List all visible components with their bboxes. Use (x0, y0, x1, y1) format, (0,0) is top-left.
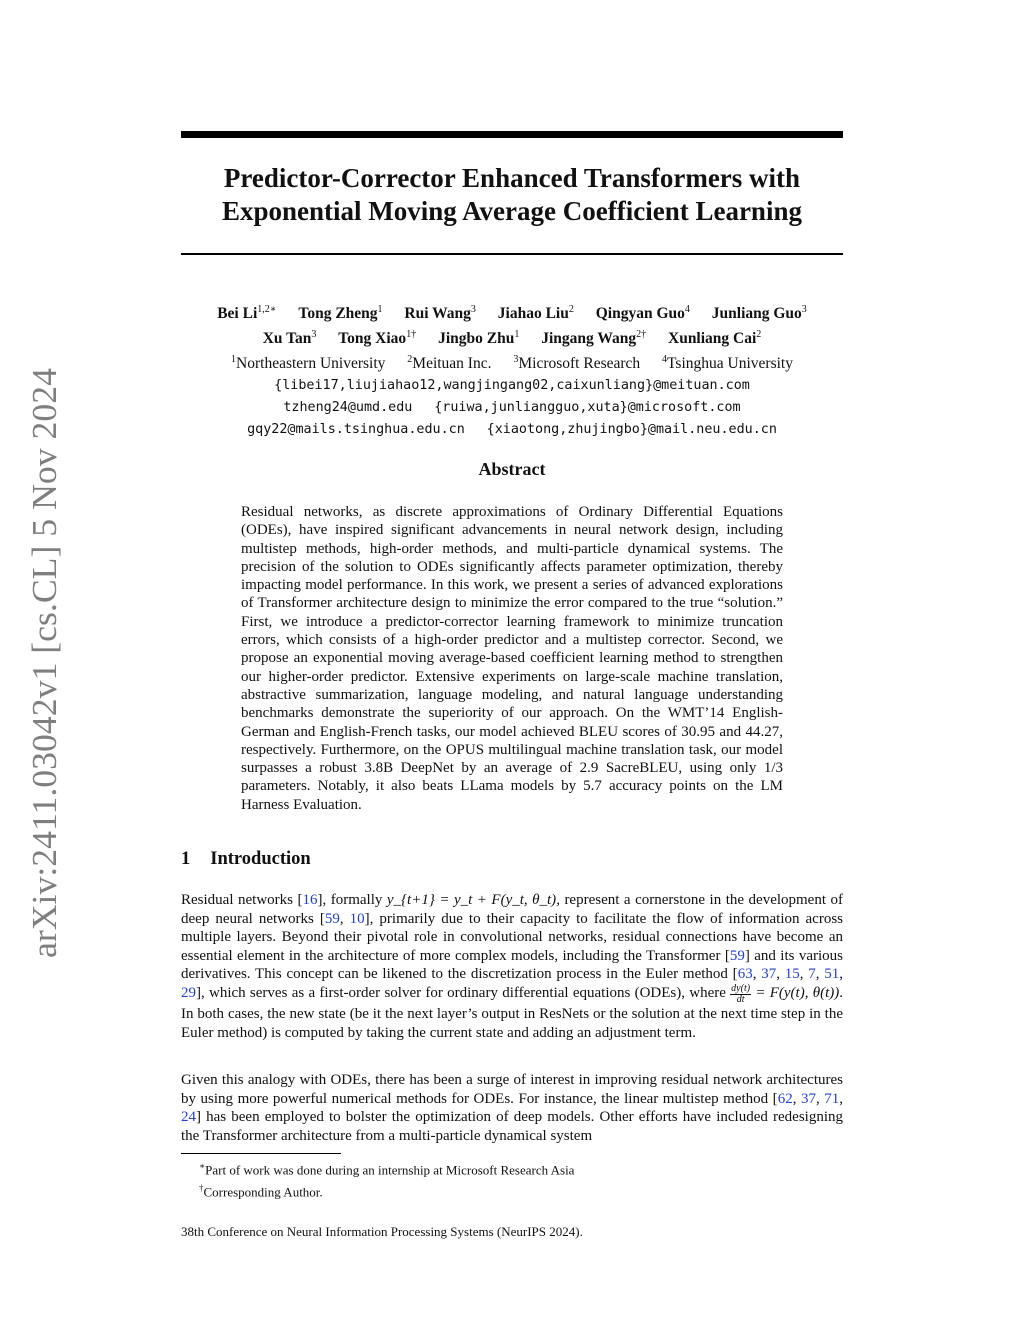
author-row-2 (181, 324, 843, 349)
title-bottom-rule (181, 253, 843, 255)
footnotes (199, 1157, 574, 1202)
residual-formula: y_{t+1} = y_t + F(y_t, θ_t) (386, 892, 557, 908)
author: Jingbo Zhu$^1$ (438, 329, 520, 348)
author: Bei $Li^{1,2∗}$ (217, 304, 277, 323)
citation-link[interactable]: 63 (737, 966, 753, 983)
section-title: Introduction (210, 849, 311, 869)
email: tzheng24@umd.edu (283, 400, 413, 416)
author: Junliang Guo$^3$ (711, 304, 807, 323)
author: Xunliang Cai$^2$ (668, 329, 762, 348)
derivative-fraction: $\frac{dy(t)}{dt}$ (731, 982, 751, 1005)
email: gqy22@mails.tsinghua.edu.cn (247, 422, 465, 438)
author: Rui Wang$^3$ (404, 304, 476, 323)
email: {xiaotong,zhujingbo}@mail.neu.edu.cn (486, 422, 777, 438)
author-row-1 (181, 299, 843, 324)
citation-link[interactable]: 62 (777, 1090, 793, 1107)
abstract-heading: Abstract (478, 459, 546, 479)
title-line-1: Predictor-Corrector Enhanced Transformers with (223, 163, 801, 193)
email: {libei17,liujiahao12,wangjingang02,caixunliang}@meituan.com (274, 378, 750, 394)
footnote: ∗Part of work was done during an internship at Microsoft Research Asia (199, 1161, 575, 1178)
email-line-2 (181, 396, 843, 418)
citation-link[interactable]: 29 (181, 984, 196, 1001)
citation-link[interactable]: 15 (784, 966, 800, 983)
citation-link[interactable]: 24 (181, 1109, 196, 1126)
citation-link[interactable]: 37 (761, 966, 777, 983)
author: Jingang Wang$^{2\dagger}$ (541, 329, 647, 348)
footnote-rule (181, 1153, 341, 1154)
author: Xu Tan$^3$ (262, 329, 317, 348)
affiliation: $^3$Microsoft Research (513, 354, 641, 373)
citation-link[interactable]: 51 (824, 966, 840, 983)
abstract-body: Residual networks, as discrete approximations of Ordinary Differential Equations (ODEs), have inspired significant advancements in neural network design, including multistep methods, high-order methods, and multi-particle dynamical systems. The precision of the solution to ODEs significantly affects parameter optimization, thereby impacting model performance. In this work, we present a series of advanced explorations of Transformer architecture design to minimize the error compared to the true “solution.” First, we introduce a predictor-corrector learning framework to minimize truncation errors, which consists of a high-order predictor and a multistep corrector. Second, we propose an exponential moving average-based coefficient learning method to strengthen our higher-order predictor. Extensive experiments on large-scale machine translation, abstractive summarization, language modeling, and natural language understanding benchmarks demonstrate the superiority of our approach. On the WMT’14 English-German and English-French tasks, our model achieved BLEU scores of 30.95 and 44.27, respectively. Furthermore, on the OPUS multilingual machine translation task, our model surpasses a robust 3.8B DeepNet by an average of 2.9 SacreBLEU, using only 1/3 parameters. Notably, it also beats LLama models by 5.7 accuracy points on the LM Harness Evaluation. (241, 504, 783, 813)
section-number: 1 (181, 849, 191, 869)
ode-formula: = F(y(t), θ(t)) (751, 984, 840, 1001)
author: Tong Zheng$^1$ (298, 304, 383, 323)
affiliation: $^2$Meituan Inc. (407, 354, 492, 373)
paper-title (181, 162, 843, 228)
title-line-2: Exponential Moving Average Coefficient Learning (222, 196, 802, 226)
author: Tong Xiao$^{1\dagger}$ (338, 329, 417, 348)
citation-link[interactable]: 71 (824, 1090, 840, 1107)
citation-link[interactable]: 37 (800, 1090, 816, 1107)
citation-link[interactable]: 16 (302, 892, 318, 908)
author-block (181, 299, 843, 440)
affiliation: $^4$Tsinghua University (662, 354, 793, 373)
footnote: †Corresponding Author. (199, 1183, 323, 1200)
email-line-1 (181, 374, 843, 396)
intro-paragraph-1: Residual networks [16], formally y_{t+1} = y_t + F(y_t, θ_t), represent a cornerstone in the development of deep neural networks [59, 10], primarily due to their capacity to facilitate the flow of information across multiple layers. Beyond their pivotal role in convolutional networks, residual connections have become an essential element in the architecture of more complex models, including the Transformer [59] and its various derivatives. This concept can be likened to the discretization process in the Euler method [63, 37, 15, 7, 51, 29], which serves as a first-order solver for ordinary differential equations (ODEs), where $\frac{dy(t)}{dt}$ = F(y(t), θ(t)). In both cases, the new state (be it the next layer’s output in ResNets or the solution at the next time step in the Euler method) is computed by taking the current state and adding an adjustment term. (181, 892, 844, 1041)
citation-link[interactable]: 7 (808, 966, 816, 983)
affiliations (181, 349, 843, 374)
affiliation: $^1$Northeastern University (231, 354, 386, 373)
arxiv-identifier (8, 360, 68, 960)
citation-link[interactable]: 10 (349, 910, 365, 927)
email-line-3 (181, 418, 843, 440)
author: Jiahao Liu$^2$ (497, 304, 574, 323)
intro-paragraph-2: Given this analogy with ODEs, there has been a surge of interest in improving residual network architectures by using more powerful numerical methods for ODEs. For instance, the linear multistep method [62, 37, 71, 24] has been employed to bolster the optimization of deep models. Other efforts have included redesigning the Transformer architecture from a multi-particle dynamical system (181, 1072, 844, 1144)
author: Qingyan Guo$^4$ (595, 304, 690, 323)
venue-note: 38th Conference on Neural Information Processing Systems (NeurIPS 2024). (181, 1224, 583, 1239)
arxiv-id-text: arXiv:2411.03042v1 [cs.CL] 5 Nov 2024 (25, 379, 64, 958)
title-top-rule (181, 131, 843, 138)
citation-link[interactable]: 59 (729, 947, 745, 964)
section-heading (181, 849, 311, 870)
citation-link[interactable]: 59 (324, 910, 340, 927)
email: {ruiwa,junliangguo,xuta}@microsoft.com (434, 400, 741, 416)
